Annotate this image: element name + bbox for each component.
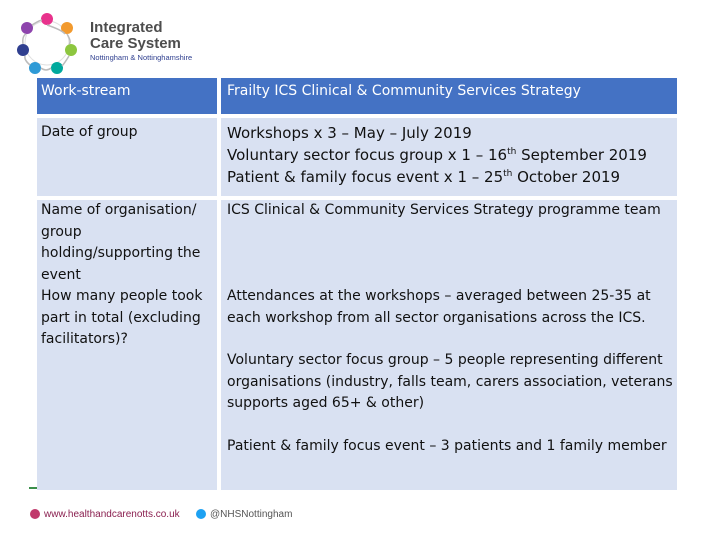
row4-label: How many people took part in total (excluding facilitators)? (41, 288, 203, 347)
row3-4-values (221, 200, 677, 490)
date-line3: Patient & family focus event x 1 – 25th October 2019 (227, 168, 621, 186)
ics-logo-icon (12, 10, 82, 76)
slide-marker (29, 487, 37, 489)
date-line2: Voluntary sector focus group x 1 – 16th September 2019 (227, 146, 647, 164)
footer-twitter[interactable] (196, 509, 292, 520)
row4-para1: Attendances at the workshops – averaged between 25-35 at each workshop from all sector organisations across the ICS. (227, 288, 651, 326)
row3-label: Name of organisation/ group holding/supporting the event (41, 202, 201, 283)
row2-value (221, 118, 677, 196)
footer-twitter-text: @NHSNottingham (210, 509, 293, 520)
row1-label: Work-stream (37, 78, 217, 114)
brand-name-line2: Care System (90, 35, 181, 52)
info-table (37, 78, 677, 490)
date-line1: Workshops x 3 – May – July 2019 (227, 124, 472, 142)
row3-value: ICS Clinical & Community Services Strategy programme team (227, 202, 661, 218)
brand (90, 20, 192, 64)
brand-subtitle: Nottingham & Nottinghamshire (90, 53, 193, 62)
web-icon (30, 509, 40, 519)
row4-para3: Patient & family focus event – 3 patients and 1 family member (227, 437, 667, 454)
footer-website[interactable] (30, 509, 180, 520)
row3-4-labels (37, 200, 217, 490)
row4-para2: Voluntary sector focus group – 5 people representing different organisations (industry, falls team, carers association, veterans supports aged 65+ & other) (227, 352, 673, 411)
row2-label: Date of group (37, 118, 217, 196)
footer-website-text: www.healthandcarenotts.co.uk (44, 509, 180, 520)
brand-name-line1: Integrated (90, 19, 163, 36)
row1-value: Frailty ICS Clinical & Community Services Strategy (221, 78, 677, 114)
twitter-icon (196, 509, 206, 519)
